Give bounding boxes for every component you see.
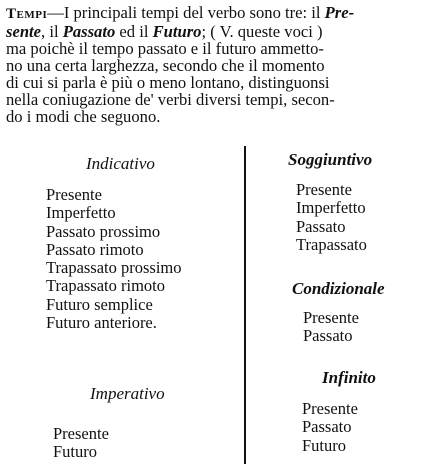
imperativo-heading: Imperativo	[90, 384, 165, 403]
list-item: Futuro anteriore.	[46, 313, 157, 333]
list-item: Futuro	[302, 435, 347, 455]
infinito-heading: Infinito	[322, 368, 376, 387]
indicativo-heading: Indicativo	[86, 154, 155, 173]
condizionale-heading: Condizionale	[292, 279, 385, 298]
infinito-list	[302, 400, 358, 455]
list-item: Presente	[53, 424, 109, 443]
list-item: Presente	[303, 308, 359, 327]
list-item: Passato	[302, 417, 352, 437]
term-presente-part1: Pre-	[324, 3, 355, 22]
paragraph-line-7: do i modi che seguono.	[6, 107, 161, 126]
intro-paragraph	[6, 4, 442, 125]
soggiuntivo-heading: Soggiuntivo	[288, 150, 373, 169]
list-item: Passato	[296, 216, 346, 236]
condizionale-list	[303, 309, 359, 346]
line-2-text-b: ed il	[115, 22, 153, 41]
indicativo-list	[46, 186, 182, 332]
line-2-text-c: ; ( V. queste voci )	[201, 22, 323, 41]
term-futuro: Futuro	[152, 22, 202, 41]
list-item: Presente	[296, 180, 352, 199]
column-divider	[244, 146, 246, 464]
list-item: Trapassato rimoto	[46, 276, 166, 296]
paragraph-line-1	[6, 4, 442, 23]
paragraph-line-5: di cui si parla è più o meno lontano, distinguonsi	[6, 73, 330, 92]
line-2-text-a: , il	[41, 22, 63, 41]
imperativo-list	[53, 425, 109, 462]
paragraph-line-6: nella coniugazione de' verbi diversi tempi, secon-	[6, 90, 335, 109]
term-presente-part2: sente	[6, 22, 42, 41]
list-item: Trapassato prossimo	[46, 258, 182, 278]
paragraph-line-2	[6, 23, 442, 40]
list-item: Passato prossimo	[46, 221, 161, 241]
list-item: Passato rimoto	[46, 239, 144, 259]
paragraph-line-3: ma poichè il tempo passato e il futuro ammetto-	[6, 39, 324, 58]
list-item: Futuro semplice	[46, 294, 153, 314]
list-item: Trapassato	[296, 234, 367, 254]
term-tempi: Tempi	[6, 6, 48, 22]
paragraph-line-4: no una certa larghezza, secondo che il momento	[6, 56, 325, 75]
list-item: Imperfetto	[46, 203, 116, 223]
line-1-text: —I principali tempi del verbo sono tre: il	[47, 3, 325, 22]
list-item: Futuro	[53, 442, 98, 462]
soggiuntivo-list	[296, 181, 367, 254]
list-item: Imperfetto	[296, 198, 366, 218]
term-passato: Passato	[62, 22, 116, 41]
list-item: Presente	[46, 185, 102, 204]
list-item: Passato	[303, 326, 353, 346]
list-item: Presente	[302, 399, 358, 418]
